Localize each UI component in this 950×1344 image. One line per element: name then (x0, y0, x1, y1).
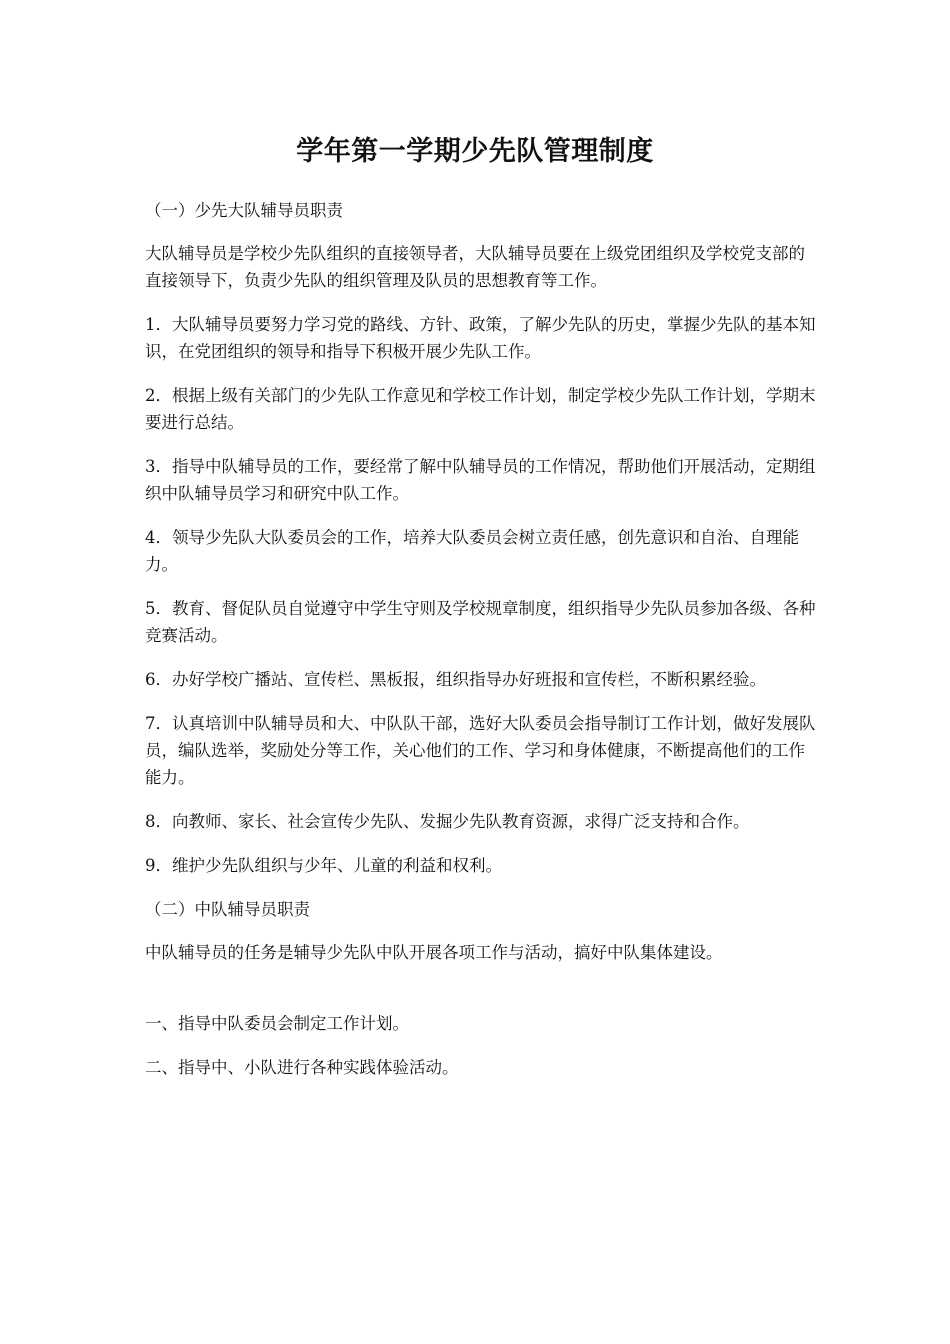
document-body (145, 197, 820, 1098)
duty-item-1: 1．大队辅导员要努力学习党的路线、方针、政策，了解少先队的历史，掌握少先队的基本知识，在党团组织的领导和指导下积极开展少先队工作。 (145, 315, 816, 361)
duty-item-9: 9．维护少先队组织与少年、儿童的利益和权利。 (145, 856, 502, 875)
section-intro-squadron-counselor: 中队辅导员的任务是辅导少先队中队开展各项工作与活动，搞好中队集体建设。 (145, 943, 723, 962)
section-heading-brigade-counselor: （一）少先大队辅导员职责 (145, 201, 343, 220)
task-item-1: 一、指导中队委员会制定工作计划。 (145, 1014, 409, 1033)
duty-item-5: 5．教育、督促队员自觉遵守中学生守则及学校规章制度，组织指导少先队员参加各级、各种竞赛活动。 (145, 599, 816, 645)
duty-item-2: 2．根据上级有关部门的少先队工作意见和学校工作计划，制定学校少先队工作计划，学期末要进行总结。 (145, 386, 816, 432)
duty-item-6: 6．办好学校广播站、宣传栏、黑板报，组织指导办好班报和宣传栏，不断积累经验。 (145, 670, 766, 689)
duty-item-3: 3．指导中队辅导员的工作，要经常了解中队辅导员的工作情况，帮助他们开展活动，定期组织中队辅导员学习和研究中队工作。 (145, 457, 816, 503)
duty-item-4: 4．领导少先队大队委员会的工作，培养大队委员会树立责任感，创先意识和自治、自理能力。 (145, 528, 799, 574)
section-intro-brigade-counselor: 大队辅导员是学校少先队组织的直接领导者，大队辅导员要在上级党团组织及学校党支部的直接领导下，负责少先队的组织管理及队员的思想教育等工作。 (145, 244, 805, 290)
duty-item-8: 8．向教师、家长、社会宣传少先队、发掘少先队教育资源，求得广泛支持和合作。 (145, 812, 750, 831)
section-heading-squadron-counselor: （二）中队辅导员职责 (145, 900, 310, 919)
document-title: 学年第一学期少先队管理制度 (296, 136, 654, 167)
task-item-2: 二、指导中、小队进行各种实践体验活动。 (145, 1058, 459, 1077)
duty-item-7: 7．认真培训中队辅导员和大、中队队干部，选好大队委员会指导制订工作计划，做好发展队员，编队选举，奖励处分等工作，关心他们的工作、学习和身体健康，不断提高他们的工作能力。 (145, 714, 816, 787)
